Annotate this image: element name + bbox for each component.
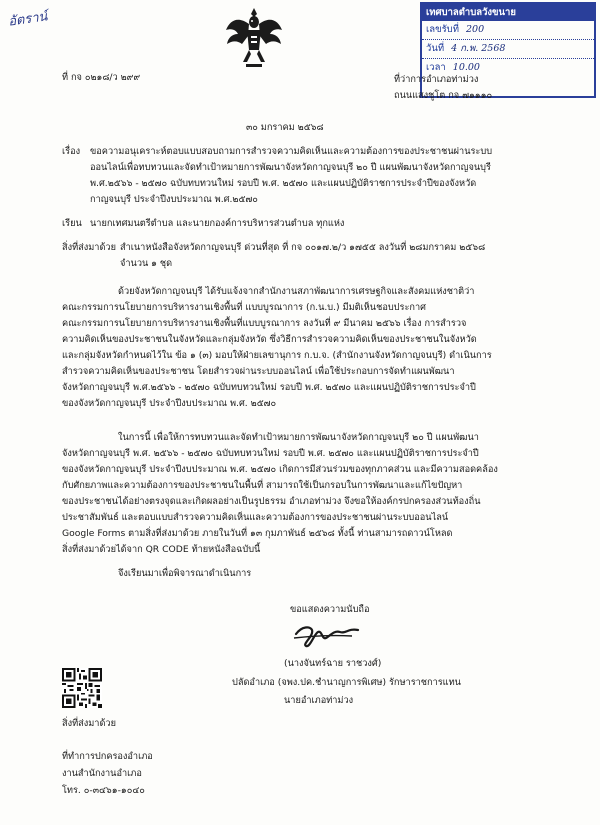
signer-position2: นายอำเภอท่าม่วง: [284, 695, 354, 706]
paragraph2-line: จังหวัดกาญจนบุรี พ.ศ. ๒๕๖๖ - ๒๕๗๐ ฉบับทบทวนใหม่ รอบปี พ.ศ. ๒๕๗๐ และแผนปฏิบัติราชการประจำปี: [62, 448, 479, 459]
addressee-label: เรียน: [62, 218, 82, 229]
paragraph1-line: และกลุ่มจังหวัดกำหนดไว้ใน ข้อ ๑ (๓) มอบให้ฝ่ายเลขานุการ ก.บ.จ. (สำนักงานจังหวัดกาญจนบุรี) ดำเนินการ: [62, 350, 492, 361]
signer-name: (นางจันทร์ฉาย ราชวงศ์): [284, 658, 382, 669]
subject-label: เรื่อง: [62, 146, 81, 157]
footer-phone: โทร. ๐-๓๔๖๑-๑๐๔๐: [62, 785, 145, 796]
attachment-label: สิ่งที่ส่งมาด้วย: [62, 242, 116, 253]
stamp-time-value: 10.00: [452, 62, 480, 73]
document-date: ๓๐ มกราคม ๒๕๖๘: [246, 122, 324, 133]
stamp-time-label: เวลา: [426, 62, 446, 73]
paragraph1-line: ด้วยจังหวัดกาญจนบุรี ได้รับแจ้งจากสำนักงานสภาพัฒนาการเศรษฐกิจและสังคมแห่งชาติว่า: [118, 286, 475, 297]
paragraph2-line: สิ่งที่ส่งมาด้วยได้จาก QR CODE ท้ายหนังสือฉบับนี้: [62, 544, 261, 555]
office-address-line2: ถนนแสงชูโต กจ ๗๑๑๑๐: [394, 90, 493, 101]
paragraph1-line: ความคิดเห็นของประชาชนในจังหวัดและกลุ่มจังหวัด ซึ่งวิธีการสำรวจความคิดเห็นของประชาชนในจังหวัด: [62, 334, 477, 345]
subject-line: พ.ศ.๒๕๖๖ - ๒๕๗๐ ฉบับทบทวนใหม่ รอบปี พ.ศ. ๒๕๗๐ และแผนปฏิบัติราชการประจำปีของจังหวัด: [90, 178, 477, 189]
paragraph2-line: ของจังหวัดกาญจนบุรี ประจำปีงบประมาณ พ.ศ. ๒๕๗๐ เกิดการมีส่วนร่วมของทุกภาคส่วน และมีความสอดคล้อง: [62, 464, 498, 475]
document-number: ที่ กจ ๐๒๑๘/ว ๒๙๙: [62, 72, 141, 83]
subject-line: ขอความอนุเคราะห์ตอบแบบสอบถามการสำรวจความคิดเห็นและความต้องการของประชาชนผ่านระบบ: [90, 146, 493, 157]
office-address-line1: ที่ว่าการอำเภอท่าม่วง: [394, 74, 479, 85]
paragraph1-line: จังหวัดกาญจนบุรี พ.ศ.๒๕๖๖ - ๒๕๗๐ ฉบับทบทวนใหม่ รอบปี พ.ศ. ๒๕๗๐ และแผนปฏิบัติราชการประจำปี: [62, 382, 476, 393]
stamp-date-label: วันที่: [426, 43, 445, 54]
paragraph2-line: ของประชาชนได้อย่างตรงจุดและเกิดผลอย่างเป็นรูปธรรม อำเภอท่าม่วง จึงขอให้องค์กรปกครองส่วนท้องถิ่น: [62, 496, 481, 507]
stamp-receive-value: 200: [466, 24, 485, 35]
paragraph2-line: ในการนี้ เพื่อให้การทบทวนและจัดทำเป้าหมายการพัฒนาจังหวัดกาญจนบุรี ๒๐ ปี แผนพัฒนา: [118, 432, 479, 443]
footer-office: ที่ทำการปกครองอำเภอ: [62, 751, 153, 762]
stamp-receive-label: เลขรับที่: [426, 24, 459, 35]
margin-note: อัตราน์: [7, 9, 49, 30]
stamp-org: เทศบาลตำบลวังขนาย: [422, 4, 594, 21]
stamp-receive-row: [422, 21, 594, 40]
salutation: ขอแสดงความนับถือ: [290, 604, 370, 615]
stamp-date-value: 4 ก.พ. 2568: [451, 43, 506, 54]
signature-mark-icon: [292, 620, 362, 650]
addressee-text: นายกเทศมนตรีตำบล และนายกองค์การบริหารส่วนตำบล ทุกแห่ง: [90, 218, 345, 229]
subject-line: กาญจนบุรี ประจำปีงบประมาณ พ.ศ.๒๕๗๐: [90, 194, 258, 205]
garuda-emblem-icon: [224, 6, 284, 72]
paragraph2-line: ประชาสัมพันธ์ และตอบแบบสำรวจความคิดเห็นและความต้องการของประชาชนผ่านระบบออนไลน์: [62, 512, 449, 523]
paragraph1-line: คณะกรรมการนโยบายการบริหารงานเชิงพื้นที่ แบบบูรณาการ (ก.น.บ.) มีมติเห็นชอบประกาศ: [62, 302, 426, 313]
paragraph2-line: Google Forms ตามสิ่งที่ส่งมาด้วย ภายในวันที่ ๑๓ กุมภาพันธ์ ๒๕๖๘ ทั้งนี้ ท่านสามารถดาวน์โหลด: [62, 528, 453, 539]
closing-request: จึงเรียนมาเพื่อพิจารณาดำเนินการ: [118, 568, 252, 579]
qr-attachment-label: สิ่งที่ส่งมาด้วย: [62, 718, 116, 729]
paragraph1-line: คณะกรรมการนโยบายการบริหารงานเชิงพื้นที่แบบบูรณาการ ลงวันที่ ๙ มีนาคม ๒๕๖๖ เรื่อง การสำรวจ: [62, 318, 467, 329]
paragraph2-line: กับศักยภาพและความต้องการของประชาชนในพื้นที่ สามารถใช้เป็นกรอบในการพัฒนาและแก้ไขปัญหา: [62, 480, 463, 491]
paragraph1-line: ของจังหวัดกาญจนบุรี ประจำปีงบประมาณ พ.ศ. ๒๕๗๐: [62, 398, 277, 409]
paragraph1-line: สำรวจความคิดเห็นของประชาชน โดยสำรวจผ่านระบบออนไลน์ เพื่อใช้ประกอบการจัดทำแผนพัฒนา: [62, 366, 455, 377]
subject-line: ออนไลน์เพื่อทบทวนและจัดทำเป้าหมายการพัฒนาจังหวัดกาญจนบุรี ๒๐ ปี แผนพัฒนาจังหวัดกาญจนบุรี: [90, 162, 491, 173]
footer-section: งานสำนักงานอำเภอ: [62, 768, 142, 779]
attachment-line1: สำเนาหนังสือจังหวัดกาญจนบุรี ด่วนที่สุด ที่ กจ ๐๐๑๗.๒/ว ๑๗๕๕ ลงวันที่ ๒๘มกราคม ๒๕๖๘: [120, 242, 486, 253]
qr-code-icon[interactable]: [62, 668, 102, 708]
stamp-date-row: [422, 40, 594, 59]
signer-position1: ปลัดอำเภอ (จพง.ปค.ชำนาญการพิเศษ) รักษาราชการแทน: [232, 677, 461, 688]
attachment-line2: จำนวน ๑ ชุด: [120, 258, 173, 269]
